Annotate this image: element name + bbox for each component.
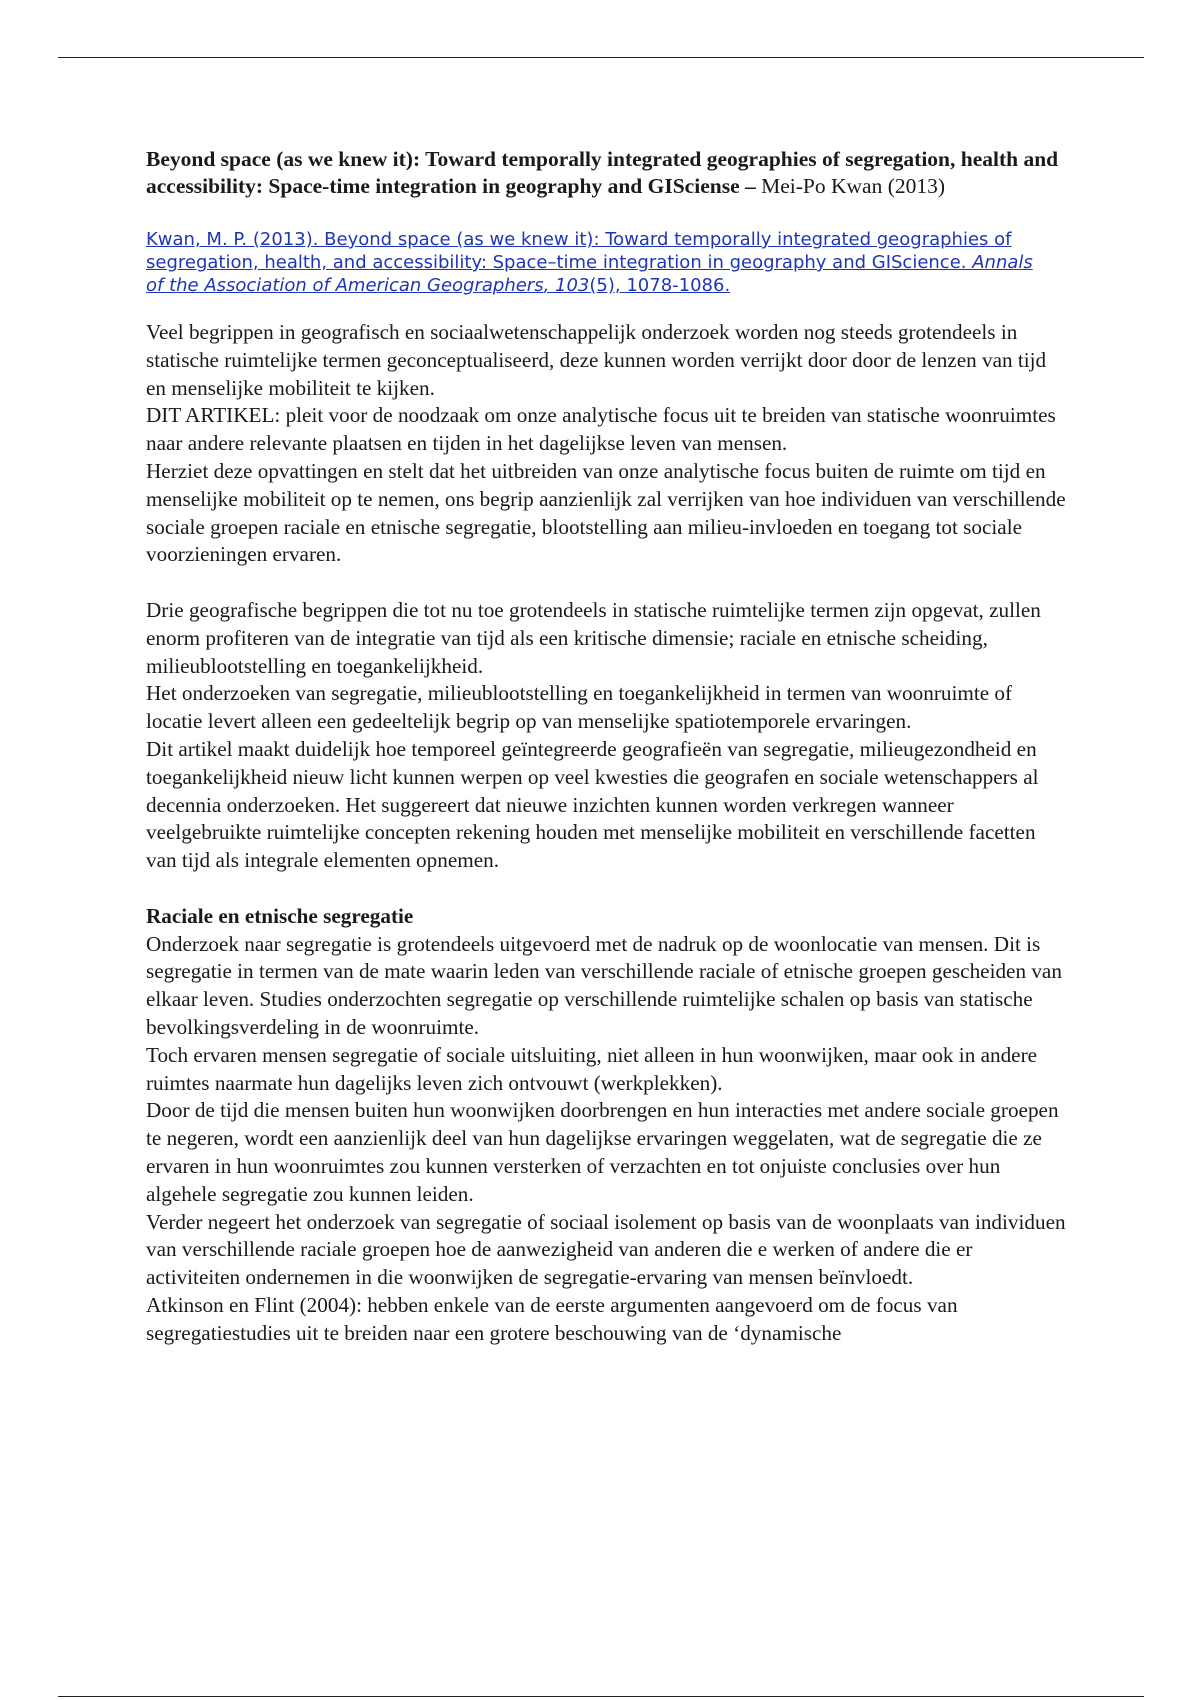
- body-paragraph: Dit artikel maakt duidelijk hoe temporeel geïntegreerde geografieën van segregatie, milieugezondheid en toegankelijkheid nieuw licht kunnen werpen op veel kwesties die geografen en sociale wetenschappers al decennia onderzoeken. Het suggereert dat nieuwe inzichten kunnen worden verkregen wanneer veelgebruikte ruimtelijke concepten rekening houden met menselijke mobiliteit en verschillende facetten van tijd als integrale elementen opnemen.: [146, 736, 1039, 873]
- document-title: [146, 146, 1066, 199]
- title-text: Beyond space (as we knew it): Toward temporally integrated geographies of segregation, health and accessibility: Space-time integration in geography and GISciense –: [146, 147, 1059, 198]
- spacer: [146, 569, 1066, 597]
- citation-link[interactable]: [146, 228, 1036, 297]
- document-body: [146, 146, 1066, 1347]
- citation-journal: Annals of the Association of American Geographers: [146, 252, 1033, 296]
- title-author: Mei-Po Kwan (2013): [755, 173, 946, 198]
- spacer: [146, 875, 1066, 903]
- citation-volume: 103: [555, 275, 590, 296]
- intro-paragraph: DIT ARTIKEL: pleit voor de noodzaak om onze analytische focus uit te breiden van statische woonruimtes naar andere relevante plaatsen en tijden in het dagelijkse leven van mensen.: [146, 403, 1056, 456]
- citation-tail: (5), 1078-1086.: [589, 275, 731, 296]
- body-paragraph: Drie geografische begrippen die tot nu toe grotendeels in statische ruimtelijke termen zijn opgevat, zullen enorm profiteren van de integratie van tijd als een kritische dimensie; raciale en etnische scheiding, milieublootstelling en toegankelijkheid.: [146, 597, 1041, 678]
- intro-paragraph: Veel begrippen in geografisch en sociaalwetenschappelijk onderzoek worden nog steeds grotendeels in statische ruimtelijke termen geconceptualiseerd, deze kunnen worden verrijkt door door de lenzen van tijd en menselijke mobiliteit te kijken.: [146, 320, 1047, 400]
- section-paragraph: Onderzoek naar segregatie is grotendeels uitgevoerd met de nadruk op de woonlocatie van mensen. Dit is segregatie in termen van de mate waarin leden van verschillende raciale of etnische groepen gescheiden van elkaar leven. Studies onderzochten segregatie op verschillende ruimtelijke schalen op basis van statische bevolkingsverdeling in de woonruimte.: [146, 931, 1062, 1039]
- intro-paragraph: Herziet deze opvattingen en stelt dat het uitbreiden van onze analytische focus buiten de ruimte om tijd en menselijke mobiliteit op te nemen, ons begrip aanzienlijk zal verrijken van hoe individuen van verschillende sociale groepen raciale en etnische segregatie, blootstelling aan milieu-invloeden en toegang tot sociale voorzieningen ervaren.: [146, 458, 1066, 567]
- section-paragraph: Verder negeert het onderzoek van segregatie of sociaal isolement op basis van de woonplaats van individuen van verschillende raciale groepen hoe de aanwezigheid van anderen die e werken of andere die er activiteiten ondernemen in die woonwijken de segregatie-ervaring van mensen beïnvloedt.: [146, 1209, 1066, 1290]
- page-footer-rule: [58, 1696, 1144, 1697]
- body-paragraph: Het onderzoeken van segregatie, milieublootstelling en toegankelijkheid in termen van woonruimte of locatie levert alleen een gedeeltelijk begrip op van menselijke spatiotemporele ervaringen.: [146, 681, 1013, 734]
- section-paragraph: Atkinson en Flint (2004): hebben enkele van de eerste argumenten aangevoerd om de focus van segregatiestudies uit te breiden naar een grotere beschouwing van de ‘dynamische: [146, 1292, 958, 1345]
- section-paragraph: Door de tijd die mensen buiten hun woonwijken doorbrengen en hun interacties met andere sociale groepen te negeren, wordt een aanzienlijk deel van hun dagelijkse ervaringen weggelaten, wat de segregatie die ze ervaren in hun woonruimtes zou kunnen versterken of verzachten en tot onjuiste conclusies over hun algehele segregatie zou kunnen leiden.: [146, 1098, 1059, 1206]
- citation-main: Kwan, M. P. (2013). Beyond space (as we knew it): Toward temporally integrated geographies of segregation, health, and accessibility: Space–time integration in geography and GIScience.: [146, 229, 1012, 273]
- citation-separator: ,: [543, 275, 556, 296]
- section-heading: Raciale en etnische segregatie: [146, 903, 414, 928]
- section-paragraph: Toch ervaren mensen segregatie of sociale uitsluiting, niet alleen in hun woonwijken, maar ook in andere ruimtes naarmate hun dagelijks leven zich ontvouwt (werkplekken).: [146, 1042, 1038, 1095]
- spacer: [146, 297, 1066, 319]
- page-header-rule: [58, 57, 1144, 58]
